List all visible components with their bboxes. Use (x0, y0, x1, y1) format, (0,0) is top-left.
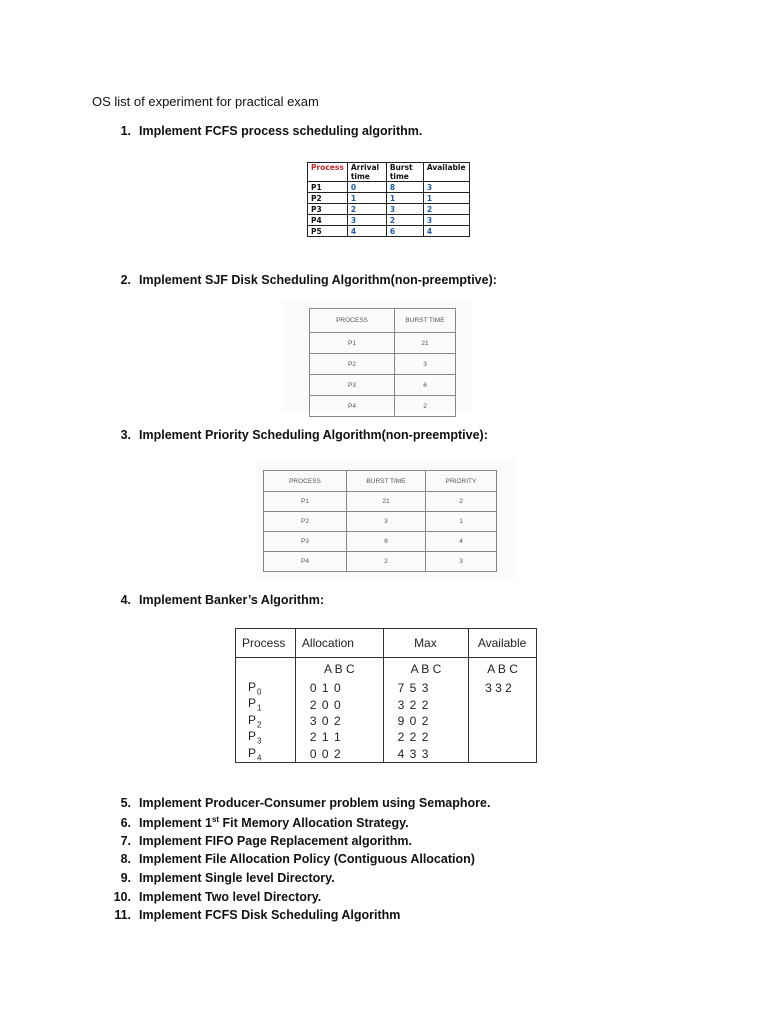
cell-arrival: 3 (347, 215, 386, 226)
header-priority: PRIORITY (426, 471, 497, 492)
item-number: 9. (120, 871, 131, 885)
header-available: Available (423, 163, 469, 182)
cell-process: $P_1$ (236, 696, 296, 712)
header-process: PROCESS (310, 309, 395, 333)
cell-priority: 1 (426, 512, 497, 532)
cell-process: P4 (264, 552, 347, 572)
cell-burst: 2 (395, 396, 456, 417)
table-row (264, 552, 497, 572)
table-row (264, 512, 497, 532)
table-row (308, 193, 470, 204)
cell-arrival: 0 (347, 182, 386, 193)
item-text: Implement FCFS process scheduling algorithm. (139, 124, 423, 138)
cell-available: 3 (423, 215, 469, 226)
sjf-table (309, 308, 456, 417)
table-row (310, 375, 456, 396)
priority-table-image (255, 458, 517, 578)
item-number: 4. (120, 593, 131, 607)
table-row (308, 215, 470, 226)
cell-process: P3 (308, 204, 348, 215)
cell-available: 1 (423, 193, 469, 204)
cell-burst: 1 (386, 193, 423, 204)
table-row (310, 396, 456, 417)
header-process: Process (236, 629, 296, 658)
header-max: Max (383, 629, 468, 658)
max-columns: A B C (383, 658, 468, 681)
cell-burst: 6 (347, 532, 426, 552)
header-burst-time: BURST TIME (395, 309, 456, 333)
cell-burst: 21 (395, 333, 456, 354)
item-number: 10. (113, 890, 131, 904)
cell-priority: 4 (426, 532, 497, 552)
table-subheader-row (236, 658, 537, 681)
item-number: 5. (120, 796, 131, 810)
bankers-table-image (223, 620, 537, 782)
cell-max: 4 3 3 (383, 746, 468, 763)
cell-max: 9 0 2 (383, 713, 468, 729)
header-process: Process (308, 163, 348, 182)
cell-arrival: 1 (347, 193, 386, 204)
cell-priority: 3 (426, 552, 497, 572)
cell-priority: 2 (426, 492, 497, 512)
table-header-row (264, 471, 497, 492)
item-text: Implement FIFO Page Replacement algorithm. (139, 834, 412, 848)
list-item-1 (107, 124, 422, 138)
item-text: Implement Banker’s Algorithm: (139, 593, 324, 607)
header-allocation: Allocation (295, 629, 383, 658)
list-item-10 (107, 890, 321, 904)
cell-burst: 8 (386, 182, 423, 193)
table-header-row (308, 163, 470, 182)
sjf-table-image (283, 300, 473, 412)
cell-max: 2 2 2 (383, 729, 468, 745)
table-row (308, 182, 470, 193)
cell-process: $P_4$ (236, 746, 296, 763)
item-number: 2. (120, 273, 131, 287)
item-text: Implement SJF Disk Scheduling Algorithm(non-preemptive): (139, 273, 497, 287)
cell-burst: 3 (386, 204, 423, 215)
bankers-table (235, 628, 537, 763)
cell-allocation: 0 1 0 (295, 680, 383, 696)
cell-process: P4 (308, 215, 348, 226)
cell-available: 3 (423, 182, 469, 193)
cell-process: P1 (310, 333, 395, 354)
list-item-2 (107, 273, 497, 287)
cell-allocation: 2 0 0 (295, 696, 383, 712)
cell-process: $P_3$ (236, 729, 296, 745)
list-item-5 (107, 796, 490, 810)
item-number: 7. (120, 834, 131, 848)
header-arrival: Arrival time (347, 163, 386, 182)
cell-arrival: 4 (347, 226, 386, 237)
item-text: Implement 1st Fit Memory Allocation Strategy. (139, 815, 409, 831)
cell-process: P3 (310, 375, 395, 396)
list-item-6 (107, 815, 409, 830)
table-row (310, 354, 456, 375)
cell-process: P1 (264, 492, 347, 512)
cell-available: 3 3 2 (469, 680, 537, 762)
cell-burst: 6 (395, 375, 456, 396)
cell-available: 4 (423, 226, 469, 237)
table-header-row (310, 309, 456, 333)
item-text: Implement Priority Scheduling Algorithm(non-preemptive): (139, 428, 488, 442)
cell-process: $P_0$ (236, 680, 296, 696)
item-text: Implement Producer-Consumer problem using Semaphore. (139, 796, 491, 810)
page-title: OS list of experiment for practical exam (92, 94, 319, 109)
table-row (308, 204, 470, 215)
item-text: Implement Single level Directory. (139, 871, 335, 885)
cell-allocation: 0 0 2 (295, 746, 383, 763)
cell-available: 2 (423, 204, 469, 215)
list-item-9 (107, 871, 335, 885)
cell-process: P3 (264, 532, 347, 552)
cell-max: 3 2 2 (383, 696, 468, 712)
table-row (310, 333, 456, 354)
cell-burst: 6 (386, 226, 423, 237)
item-text: Implement Two level Directory. (139, 890, 322, 904)
item-number: 3. (120, 428, 131, 442)
cell-process: P4 (310, 396, 395, 417)
table-row (236, 680, 537, 696)
fcfs-table (307, 162, 470, 237)
item-text: Implement FCFS Disk Scheduling Algorithm (139, 908, 401, 922)
cell-allocation: 3 0 2 (295, 713, 383, 729)
table-row (264, 532, 497, 552)
cell-process: $P_2$ (236, 713, 296, 729)
cell-process: P2 (308, 193, 348, 204)
item-text: Implement File Allocation Policy (Contiguous Allocation) (139, 852, 475, 866)
header-process: PROCESS (264, 471, 347, 492)
item-number: 8. (120, 852, 131, 866)
list-item-8 (107, 852, 475, 866)
cell-arrival: 2 (347, 204, 386, 215)
cell-allocation: 2 1 1 (295, 729, 383, 745)
cell-burst: 2 (386, 215, 423, 226)
allocation-columns: A B C (295, 658, 383, 681)
priority-table (263, 470, 497, 572)
cell-process: P1 (308, 182, 348, 193)
cell-max: 7 5 3 (383, 680, 468, 696)
list-item-4 (107, 593, 324, 607)
list-item-11 (107, 908, 400, 922)
table-row (264, 492, 497, 512)
available-columns: A B C (469, 658, 537, 681)
cell-process: P2 (310, 354, 395, 375)
cell-burst: 3 (395, 354, 456, 375)
header-burst-time: BURST TIME (347, 471, 426, 492)
cell-burst: 2 (347, 552, 426, 572)
table-row (308, 226, 470, 237)
header-burst: Burst time (386, 163, 423, 182)
cell-process: P5 (308, 226, 348, 237)
list-item-3 (107, 428, 488, 442)
list-item-7 (107, 834, 412, 848)
header-available: Available (469, 629, 537, 658)
cell-burst: 21 (347, 492, 426, 512)
item-number: 6. (120, 816, 131, 831)
item-number: 1. (120, 124, 131, 138)
cell-burst: 3 (347, 512, 426, 532)
cell-process: P2 (264, 512, 347, 532)
table-header-row (236, 629, 537, 658)
item-number: 11. (114, 908, 131, 922)
